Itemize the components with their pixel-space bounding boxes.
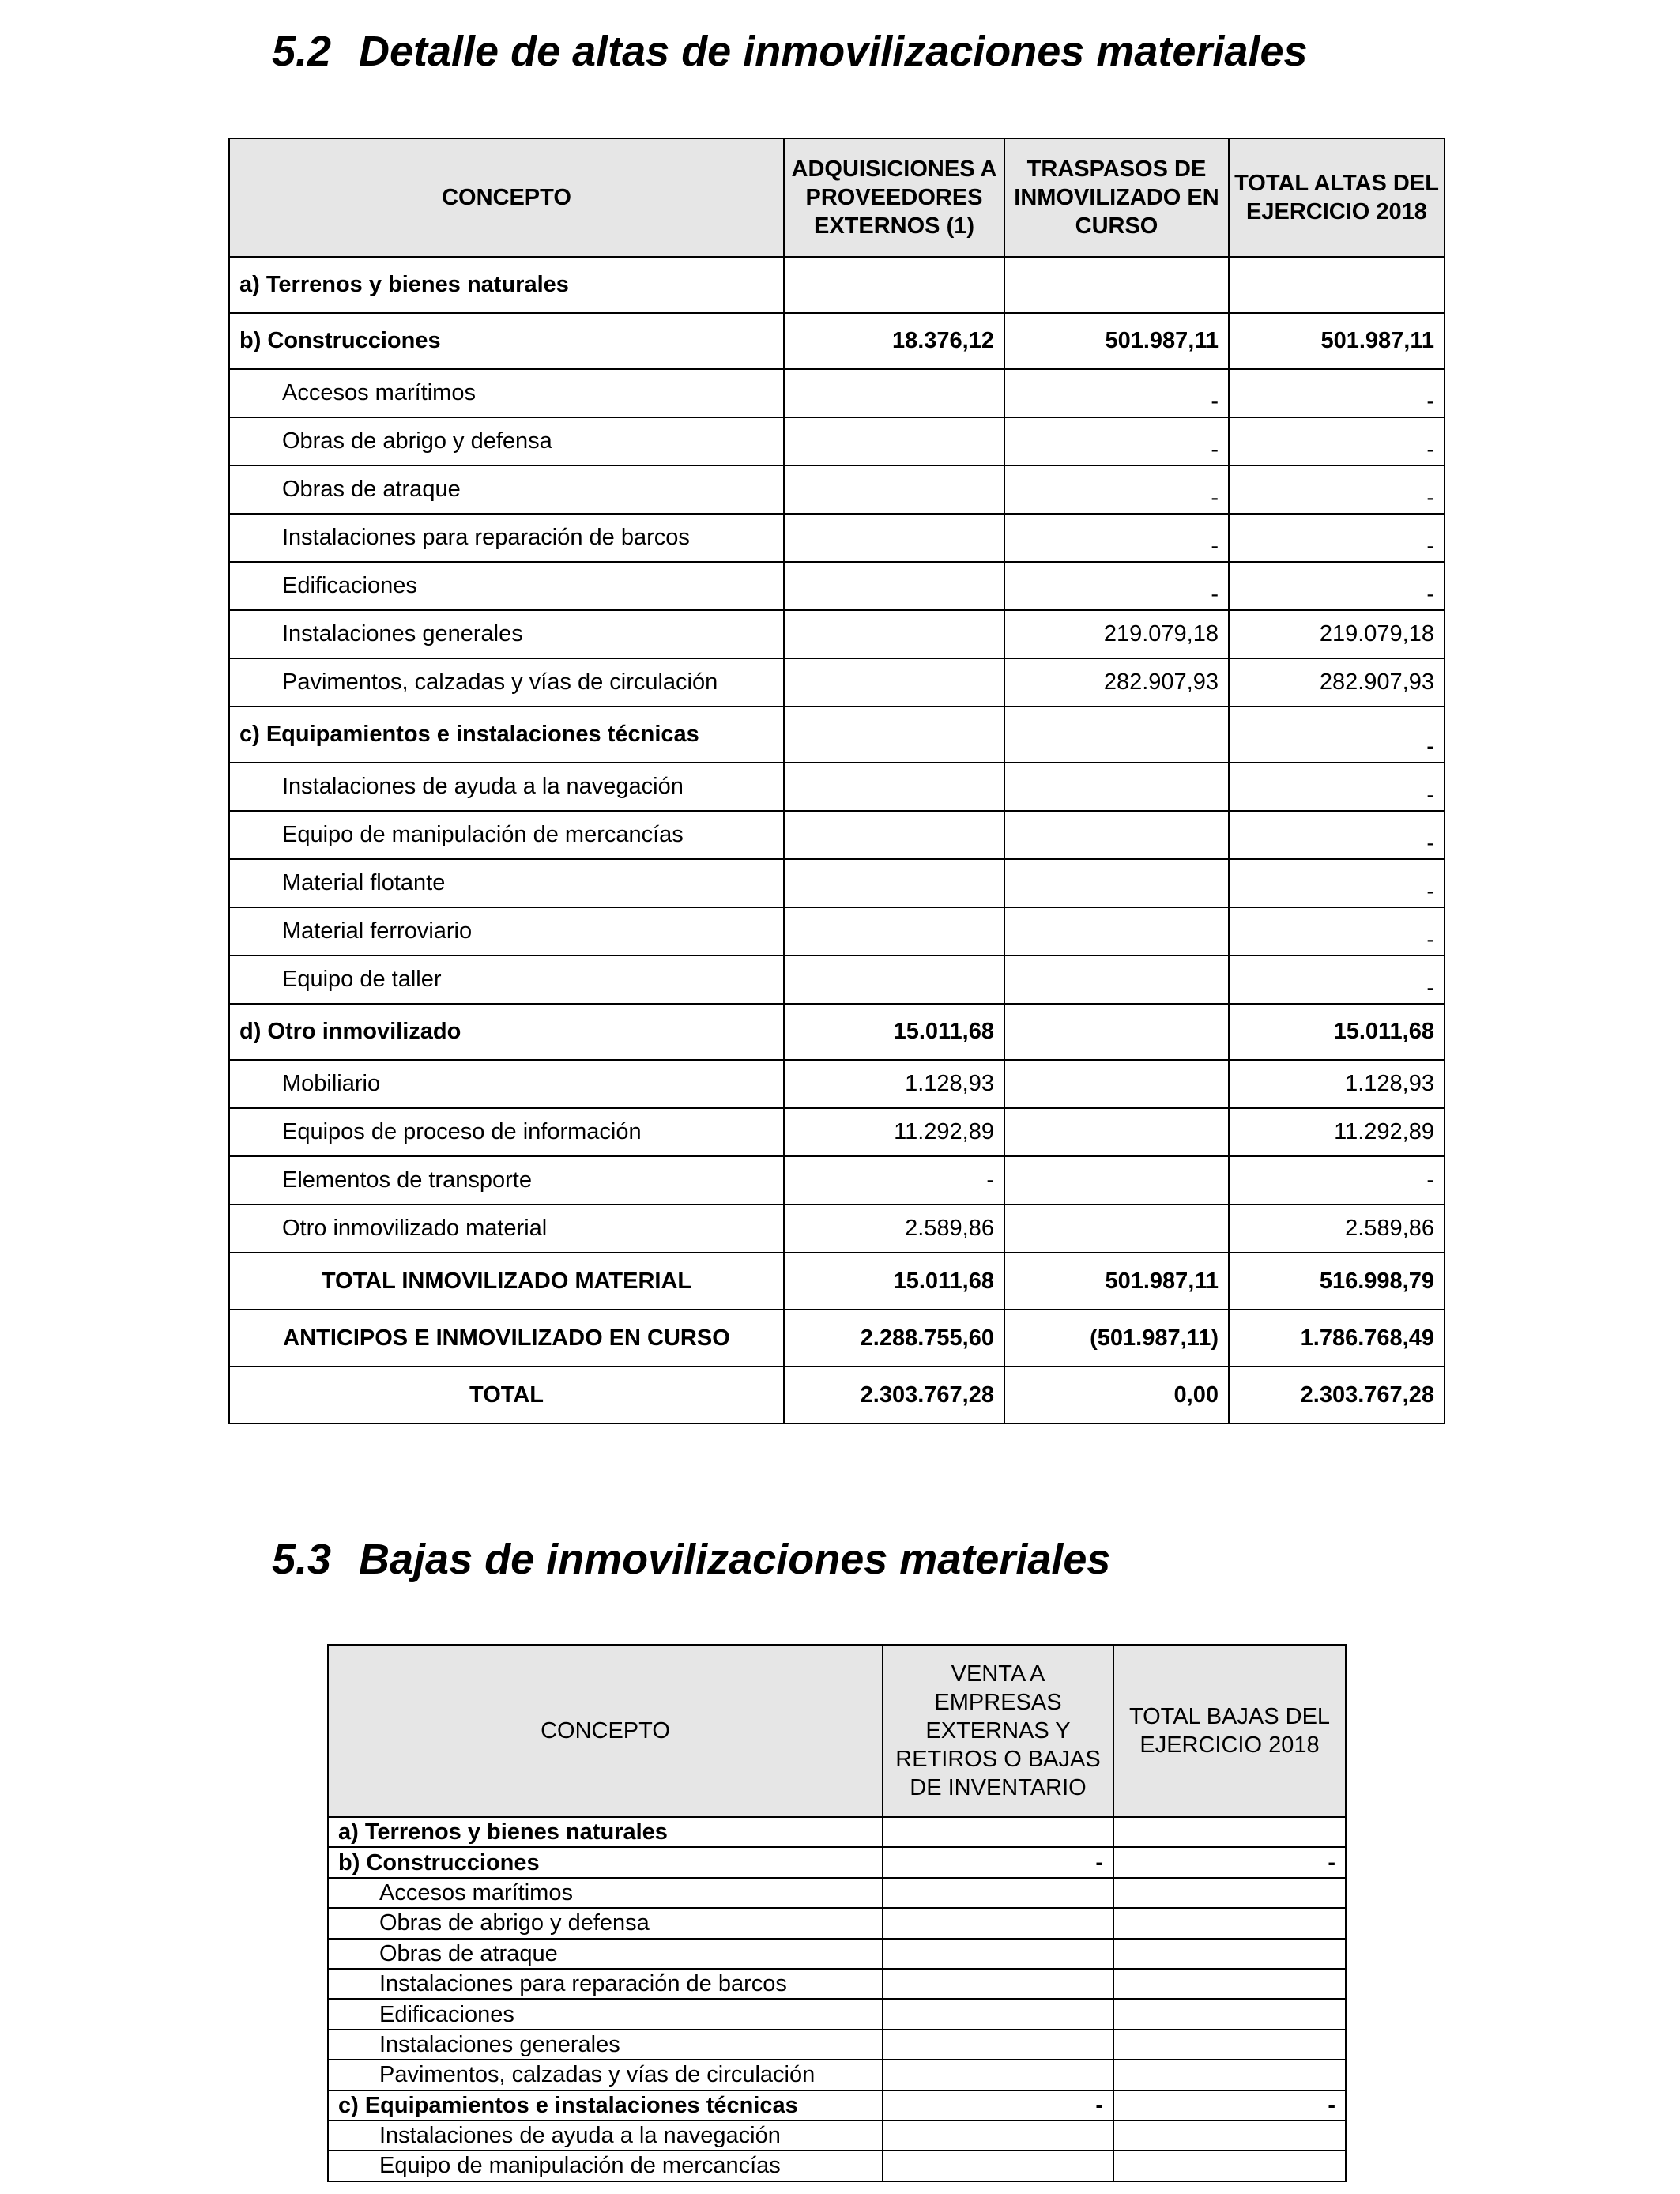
cell-adquisiciones <box>784 417 1004 466</box>
table-row <box>229 610 1445 658</box>
cell-traspasos: 282.907,93 <box>1004 658 1229 707</box>
table-row <box>328 2030 1346 2060</box>
cell-traspasos <box>1004 811 1229 859</box>
cell-total: 219.079,18 <box>1229 610 1445 658</box>
row-label: Accesos marítimos <box>328 1878 883 1908</box>
row-label: Pavimentos, calzadas y vías de circulación <box>229 658 784 707</box>
table-row <box>328 2060 1346 2090</box>
table-row <box>229 1204 1445 1253</box>
section-5-2-title <box>272 30 1308 73</box>
cell-adquisiciones <box>784 610 1004 658</box>
row-label: Pavimentos, calzadas y vías de circulación <box>328 2060 883 2090</box>
cell-total <box>1113 1908 1346 1938</box>
cell-total: - <box>1229 369 1445 417</box>
cell-venta <box>883 2060 1113 2090</box>
cell-venta <box>883 1999 1113 2029</box>
cell-traspasos: 219.079,18 <box>1004 610 1229 658</box>
section-heading: Bajas de inmovilizaciones materiales <box>359 1536 1111 1583</box>
table-header-row <box>229 138 1445 257</box>
cell-total: - <box>1229 1156 1445 1204</box>
cell-adquisiciones <box>784 859 1004 907</box>
table-row <box>229 369 1445 417</box>
cell-total: - <box>1229 763 1445 811</box>
table-row <box>328 1969 1346 1999</box>
table-row <box>328 1847 1346 1877</box>
table-row <box>229 907 1445 956</box>
row-label: Instalaciones para reparación de barcos <box>328 1969 883 1999</box>
row-label: Otro inmovilizado material <box>229 1204 784 1253</box>
cell-venta <box>883 1817 1113 1847</box>
cell-adquisiciones <box>784 811 1004 859</box>
cell-traspasos <box>1004 956 1229 1004</box>
cell-total <box>1113 1817 1346 1847</box>
header-total-altas: TOTAL ALTAS DEL EJERCICIO 2018 <box>1229 138 1445 257</box>
cell-total: - <box>1229 907 1445 956</box>
cell-adquisiciones: 2.589,86 <box>784 1204 1004 1253</box>
cell-total: - <box>1113 2090 1346 2120</box>
row-label: Instalaciones para reparación de barcos <box>229 514 784 562</box>
cell-traspasos <box>1004 1204 1229 1253</box>
cell-adquisiciones <box>784 369 1004 417</box>
cell-venta <box>883 2120 1113 2151</box>
cell-total: - <box>1229 859 1445 907</box>
row-label: Instalaciones generales <box>328 2030 883 2060</box>
header-traspasos: TRASPASOS DE INMOVILIZADO EN CURSO <box>1004 138 1229 257</box>
cell-traspasos: (501.987,11) <box>1004 1310 1229 1367</box>
cell-adquisiciones <box>784 514 1004 562</box>
cell-traspasos: - <box>1004 562 1229 610</box>
cell-total: - <box>1229 417 1445 466</box>
cell-adquisiciones <box>784 257 1004 313</box>
row-label: Equipo de manipulación de mercancías <box>328 2151 883 2181</box>
cell-total <box>1113 2030 1346 2060</box>
header-concepto: CONCEPTO <box>229 138 784 257</box>
cell-venta <box>883 2030 1113 2060</box>
table-row <box>229 1310 1445 1367</box>
cell-total: 2.589,86 <box>1229 1204 1445 1253</box>
table-row <box>328 2090 1346 2120</box>
cell-total <box>1113 1969 1346 1999</box>
cell-traspasos: 501.987,11 <box>1004 1253 1229 1310</box>
bajas-table <box>327 1644 1347 2182</box>
table-row <box>328 1817 1346 1847</box>
row-label: Edificaciones <box>229 562 784 610</box>
cell-traspasos <box>1004 1060 1229 1108</box>
row-label: d) Otro inmovilizado <box>229 1004 784 1060</box>
cell-traspasos <box>1004 907 1229 956</box>
cell-total: 282.907,93 <box>1229 658 1445 707</box>
cell-total <box>1113 2060 1346 2090</box>
table-row <box>328 1999 1346 2029</box>
table-row <box>229 1108 1445 1156</box>
table-row <box>328 1908 1346 1938</box>
cell-total <box>1113 1939 1346 1969</box>
row-label: Obras de abrigo y defensa <box>328 1908 883 1938</box>
row-label: b) Construcciones <box>229 313 784 369</box>
cell-traspasos <box>1004 859 1229 907</box>
section-5-3-title <box>272 1538 1110 1581</box>
table-row <box>328 1939 1346 1969</box>
table-row <box>229 1253 1445 1310</box>
cell-venta <box>883 1939 1113 1969</box>
altas-table <box>228 138 1445 1424</box>
row-label: Material flotante <box>229 859 784 907</box>
row-label: Accesos marítimos <box>229 369 784 417</box>
cell-venta: - <box>883 1847 1113 1877</box>
cell-total: - <box>1229 514 1445 562</box>
cell-traspasos <box>1004 257 1229 313</box>
table-row <box>229 562 1445 610</box>
cell-adquisiciones: 2.288.755,60 <box>784 1310 1004 1367</box>
row-label: a) Terrenos y bienes naturales <box>328 1817 883 1847</box>
cell-total <box>1229 257 1445 313</box>
cell-total: 501.987,11 <box>1229 313 1445 369</box>
header-venta: VENTA A EMPRESAS EXTERNAS Y RETIROS O BAJAS DE INVENTARIO <box>883 1645 1113 1817</box>
row-label: Obras de atraque <box>229 466 784 514</box>
cell-venta <box>883 1969 1113 1999</box>
cell-traspasos: - <box>1004 514 1229 562</box>
cell-traspasos <box>1004 1004 1229 1060</box>
cell-total: - <box>1229 956 1445 1004</box>
table-row <box>229 658 1445 707</box>
cell-total: - <box>1229 707 1445 763</box>
cell-adquisiciones: 2.303.767,28 <box>784 1367 1004 1423</box>
cell-adquisiciones: 15.011,68 <box>784 1253 1004 1310</box>
row-label: Equipo de manipulación de mercancías <box>229 811 784 859</box>
row-label: a) Terrenos y bienes naturales <box>229 257 784 313</box>
section-heading: Detalle de altas de inmovilizaciones materiales <box>359 28 1308 75</box>
header-adquisiciones: ADQUISICIONES A PROVEEDORES EXTERNOS (1) <box>784 138 1004 257</box>
cell-traspasos: - <box>1004 417 1229 466</box>
table-row <box>229 1004 1445 1060</box>
row-label: c) Equipamientos e instalaciones técnicas <box>328 2090 883 2120</box>
cell-total: 2.303.767,28 <box>1229 1367 1445 1423</box>
cell-traspasos <box>1004 1108 1229 1156</box>
cell-total <box>1113 1999 1346 2029</box>
cell-adquisiciones: 11.292,89 <box>784 1108 1004 1156</box>
row-label: Instalaciones generales <box>229 610 784 658</box>
table-row <box>328 1878 1346 1908</box>
row-label: Edificaciones <box>328 1999 883 2029</box>
cell-adquisiciones <box>784 466 1004 514</box>
cell-traspasos: - <box>1004 369 1229 417</box>
cell-venta <box>883 1908 1113 1938</box>
cell-venta <box>883 1878 1113 1908</box>
table-row <box>328 2120 1346 2151</box>
row-label: Instalaciones de ayuda a la navegación <box>328 2120 883 2151</box>
cell-total: 516.998,79 <box>1229 1253 1445 1310</box>
cell-venta <box>883 2151 1113 2181</box>
table-row <box>229 1367 1445 1423</box>
cell-adquisiciones: 18.376,12 <box>784 313 1004 369</box>
cell-traspasos <box>1004 707 1229 763</box>
row-label: TOTAL <box>229 1367 784 1423</box>
cell-total: 15.011,68 <box>1229 1004 1445 1060</box>
cell-traspasos <box>1004 763 1229 811</box>
cell-total: - <box>1113 1847 1346 1877</box>
cell-total: 11.292,89 <box>1229 1108 1445 1156</box>
table-header-row <box>328 1645 1346 1817</box>
cell-traspasos <box>1004 1156 1229 1204</box>
table-row <box>229 417 1445 466</box>
row-label: c) Equipamientos e instalaciones técnicas <box>229 707 784 763</box>
table-row <box>229 763 1445 811</box>
row-label: Equipo de taller <box>229 956 784 1004</box>
row-label: Obras de atraque <box>328 1939 883 1969</box>
table-row <box>229 859 1445 907</box>
row-label: Elementos de transporte <box>229 1156 784 1204</box>
table-row <box>229 707 1445 763</box>
row-label: Instalaciones de ayuda a la navegación <box>229 763 784 811</box>
table-row <box>229 257 1445 313</box>
cell-venta: - <box>883 2090 1113 2120</box>
table-row <box>328 2151 1346 2181</box>
cell-total: 1.128,93 <box>1229 1060 1445 1108</box>
table-row <box>229 466 1445 514</box>
cell-total: - <box>1229 466 1445 514</box>
section-number: 5.3 <box>272 1536 332 1583</box>
table-row <box>229 1156 1445 1204</box>
cell-total: - <box>1229 811 1445 859</box>
row-label: ANTICIPOS E INMOVILIZADO EN CURSO <box>229 1310 784 1367</box>
cell-adquisiciones: - <box>784 1156 1004 1204</box>
cell-total <box>1113 2151 1346 2181</box>
cell-adquisiciones <box>784 763 1004 811</box>
cell-traspasos: - <box>1004 466 1229 514</box>
cell-total <box>1113 2120 1346 2151</box>
row-label: Obras de abrigo y defensa <box>229 417 784 466</box>
cell-total <box>1113 1878 1346 1908</box>
row-label: Equipos de proceso de información <box>229 1108 784 1156</box>
header-concepto: CONCEPTO <box>328 1645 883 1817</box>
cell-adquisiciones <box>784 707 1004 763</box>
row-label: Mobiliario <box>229 1060 784 1108</box>
cell-adquisiciones <box>784 907 1004 956</box>
table-row <box>229 956 1445 1004</box>
row-label: TOTAL INMOVILIZADO MATERIAL <box>229 1253 784 1310</box>
row-label: b) Construcciones <box>328 1847 883 1877</box>
cell-traspasos: 0,00 <box>1004 1367 1229 1423</box>
cell-traspasos: 501.987,11 <box>1004 313 1229 369</box>
table-row <box>229 811 1445 859</box>
cell-adquisiciones <box>784 956 1004 1004</box>
cell-adquisiciones: 15.011,68 <box>784 1004 1004 1060</box>
cell-total: - <box>1229 562 1445 610</box>
table-row <box>229 514 1445 562</box>
row-label: Material ferroviario <box>229 907 784 956</box>
section-number: 5.2 <box>272 28 332 75</box>
cell-adquisiciones <box>784 658 1004 707</box>
cell-total: 1.786.768,49 <box>1229 1310 1445 1367</box>
table-row <box>229 1060 1445 1108</box>
header-total-bajas: TOTAL BAJAS DEL EJERCICIO 2018 <box>1113 1645 1346 1817</box>
cell-adquisiciones <box>784 562 1004 610</box>
cell-adquisiciones: 1.128,93 <box>784 1060 1004 1108</box>
table-row <box>229 313 1445 369</box>
